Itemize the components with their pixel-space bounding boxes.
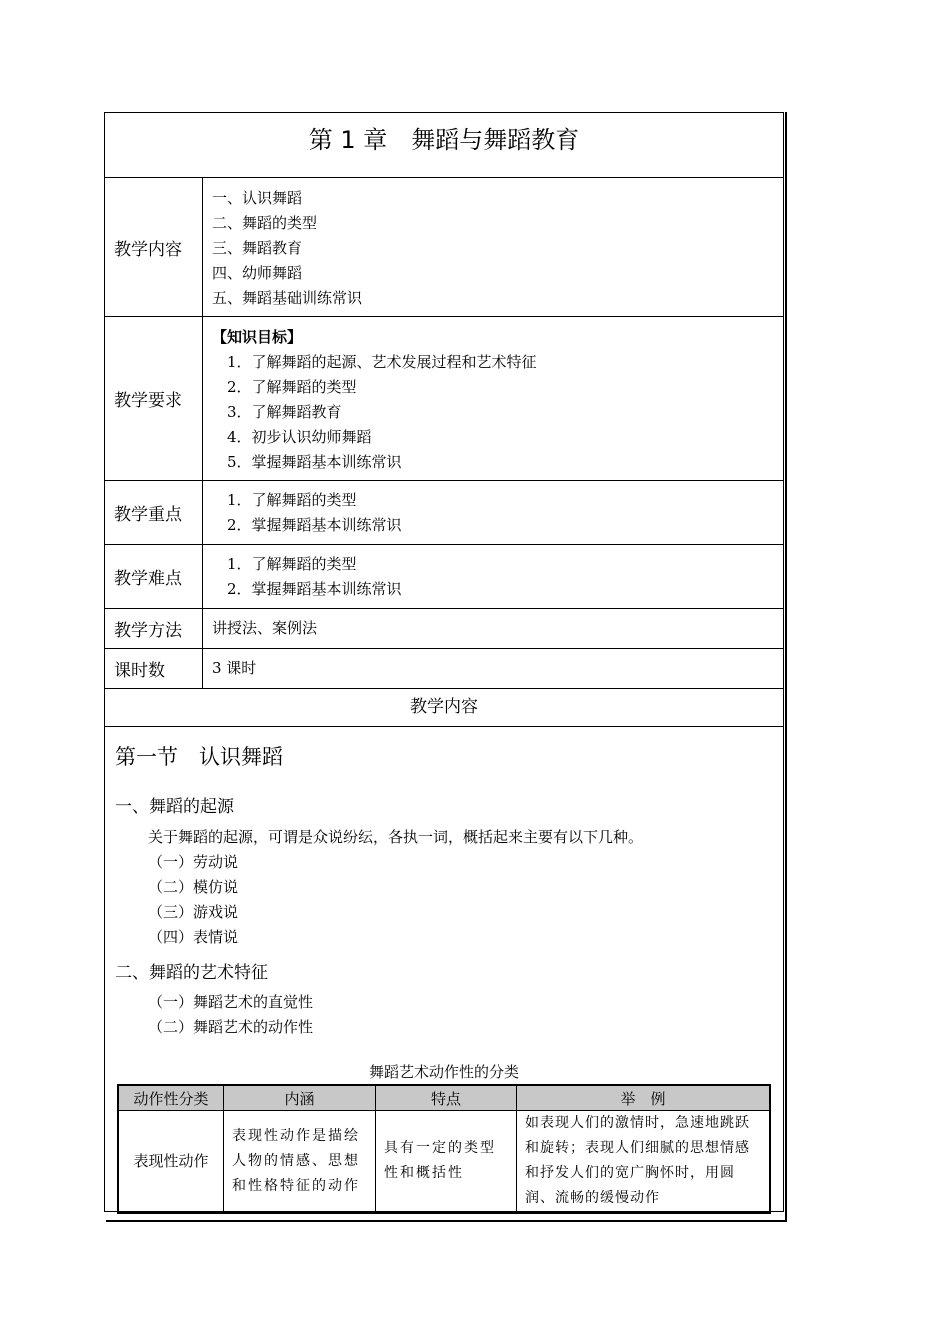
content-list	[204, 178, 783, 316]
list-item: 1．了解舞蹈的起源、艺术发展过程和艺术特征	[227, 353, 537, 371]
list-item: 1．了解舞蹈的类型	[227, 555, 357, 573]
document-page	[104, 112, 784, 1212]
subsection-title: 二、舞蹈的艺术特征	[115, 963, 268, 983]
chapter-title: 第 1 章 舞蹈与舞蹈教育	[105, 113, 783, 178]
row-label: 教学内容	[105, 178, 203, 316]
list-item: 一、认识舞蹈	[212, 189, 303, 207]
row-label: 教学要求	[105, 317, 203, 480]
feature-cell: 具有一定的类型性和概括性	[376, 1111, 517, 1213]
classification-table	[117, 1084, 771, 1214]
list-item: （三）游戏说	[148, 903, 239, 921]
column-header: 特点	[376, 1085, 517, 1111]
list-item: （一）舞蹈艺术的直觉性	[148, 993, 314, 1011]
row-methods	[105, 609, 783, 649]
hours-cell	[204, 649, 783, 688]
methods-value: 讲授法、案例法	[212, 619, 318, 637]
row-label: 教学难点	[105, 545, 203, 608]
list-item: 四、幼师舞蹈	[212, 264, 303, 282]
list-item: 2．掌握舞蹈基本训练常识	[227, 516, 402, 534]
row-label: 教学重点	[105, 481, 203, 544]
list-item: 1．了解舞蹈的类型	[227, 491, 357, 509]
example-cell: 如表现人们的激情时，急速地跳跃和旋转；表现人们细腻的思想情感和抒发人们的宽广胸怀时，用圆润、流畅的缓慢动作	[517, 1111, 771, 1213]
table-title: 舞蹈艺术动作性的分类	[368, 1063, 519, 1081]
column-header: 内涵	[224, 1085, 376, 1111]
table-row	[118, 1111, 770, 1213]
list-item: 五、舞蹈基础训练常识	[212, 289, 363, 307]
column-header: 动作性分类	[118, 1085, 224, 1111]
intro-paragraph: 关于舞蹈的起源，可谓是众说纷纭，各执一词，概括起来主要有以下几种。	[148, 828, 644, 846]
content-header: 教学内容	[410, 697, 478, 717]
meaning-cell: 表现性动作是描绘人物的情感、思想和性格特征的动作	[224, 1111, 376, 1213]
knowledge-goal-heading: 【知识目标】	[212, 328, 303, 346]
list-item: 二、舞蹈的类型	[212, 214, 318, 232]
hours-value: 3 课时	[212, 659, 257, 677]
subsection-title: 一、舞蹈的起源	[115, 797, 234, 817]
row-hours	[105, 649, 783, 689]
column-header: 举 例	[517, 1085, 771, 1111]
list-item: 4．初步认识幼师舞蹈	[227, 428, 372, 446]
list-item: 2．掌握舞蹈基本训练常识	[227, 580, 402, 598]
category-cell: 表现性动作	[118, 1111, 224, 1213]
section-title: 第一节 认识舞蹈	[115, 745, 283, 769]
requirements-list	[204, 317, 783, 480]
row-teaching-requirements	[105, 317, 783, 481]
list-item: 3．了解舞蹈教育	[227, 403, 342, 421]
row-key-points	[105, 481, 783, 545]
row-label: 课时数	[105, 649, 203, 688]
key-points-list	[204, 481, 783, 544]
list-item: 5．掌握舞蹈基本训练常识	[227, 453, 402, 471]
list-item: 2．了解舞蹈的类型	[227, 378, 357, 396]
methods-cell	[204, 609, 783, 648]
list-item: （二）模仿说	[148, 878, 239, 896]
page-edge-right	[785, 112, 787, 1222]
row-difficulties	[105, 545, 783, 609]
list-item: （四）表情说	[148, 928, 239, 946]
list-item: （一）劳动说	[148, 853, 239, 871]
row-content-header	[105, 689, 783, 727]
page-edge-bottom	[106, 1220, 787, 1222]
difficulties-list	[204, 545, 783, 608]
list-item: （二）舞蹈艺术的动作性	[148, 1018, 314, 1036]
row-label: 教学方法	[105, 609, 203, 648]
table-header-row	[118, 1085, 770, 1111]
row-teaching-content	[105, 178, 783, 317]
list-item: 三、舞蹈教育	[212, 239, 303, 257]
